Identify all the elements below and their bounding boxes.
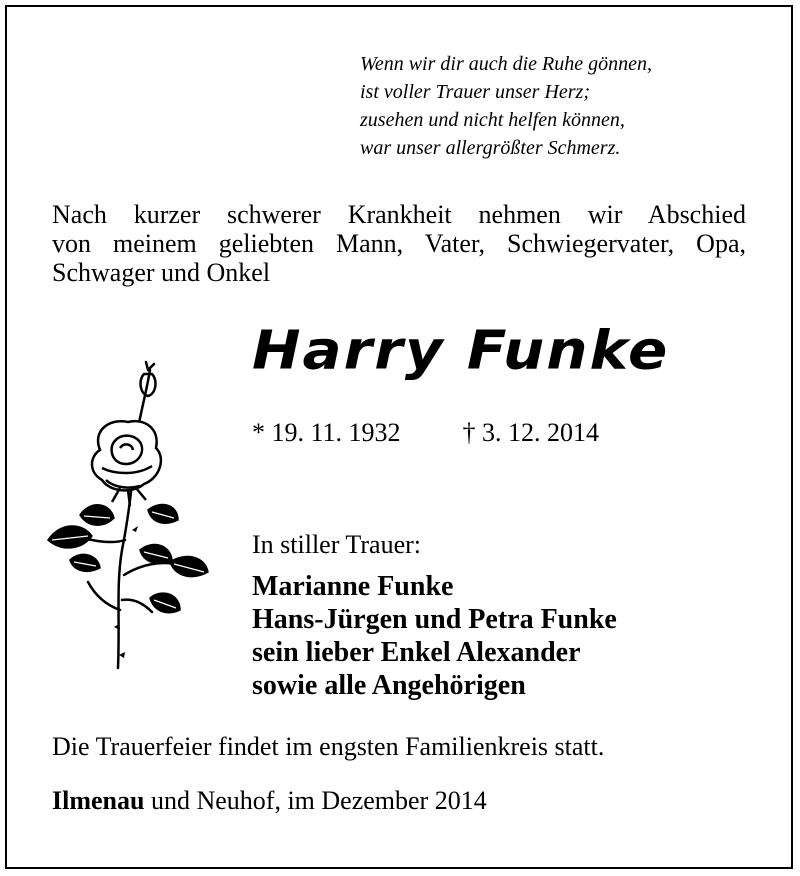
mourner-name: Marianne Funke — [252, 571, 454, 602]
intro-text — [52, 200, 746, 287]
mourner-name: sowie alle Angehörigen — [252, 670, 526, 701]
place-town: Ilmenau — [52, 786, 145, 815]
poem-line: ist voller Trauer unser Herz; — [360, 81, 590, 103]
poem — [360, 50, 760, 162]
place-and-date — [52, 786, 487, 816]
death-date: † 3. 12. 2014 — [462, 418, 600, 447]
poem-line: zusehen und nicht helfen können, — [360, 109, 625, 131]
poem-line: Wenn wir dir auch die Ruhe gönnen, — [360, 53, 653, 75]
intro-line: Schwager und Onkel — [52, 258, 271, 287]
birth-date: * 19. 11. 1932 — [252, 418, 401, 447]
mourners-list — [252, 570, 617, 702]
place-rest: und Neuhof, im Dezember 2014 — [150, 786, 487, 815]
mourners-label: In stiller Trauer: — [252, 530, 421, 559]
rose-icon — [40, 360, 215, 675]
mourner-name: Hans-Jürgen und Petra Funke — [252, 604, 617, 635]
intro-line: Nach kurzer schwerer Krankheit nehmen wir Abschied — [52, 200, 746, 229]
life-dates — [252, 418, 599, 448]
deceased-name: Harry Funke — [252, 318, 670, 382]
funeral-note: Die Trauerfeier findet im engsten Familienkreis statt. — [52, 732, 605, 761]
poem-line: war unser allergrößter Schmerz. — [360, 137, 621, 159]
intro-line: von meinem geliebten Mann, Vater, Schwiegervater, Opa, — [52, 229, 746, 258]
mourner-name: sein lieber Enkel Alexander — [252, 637, 581, 668]
